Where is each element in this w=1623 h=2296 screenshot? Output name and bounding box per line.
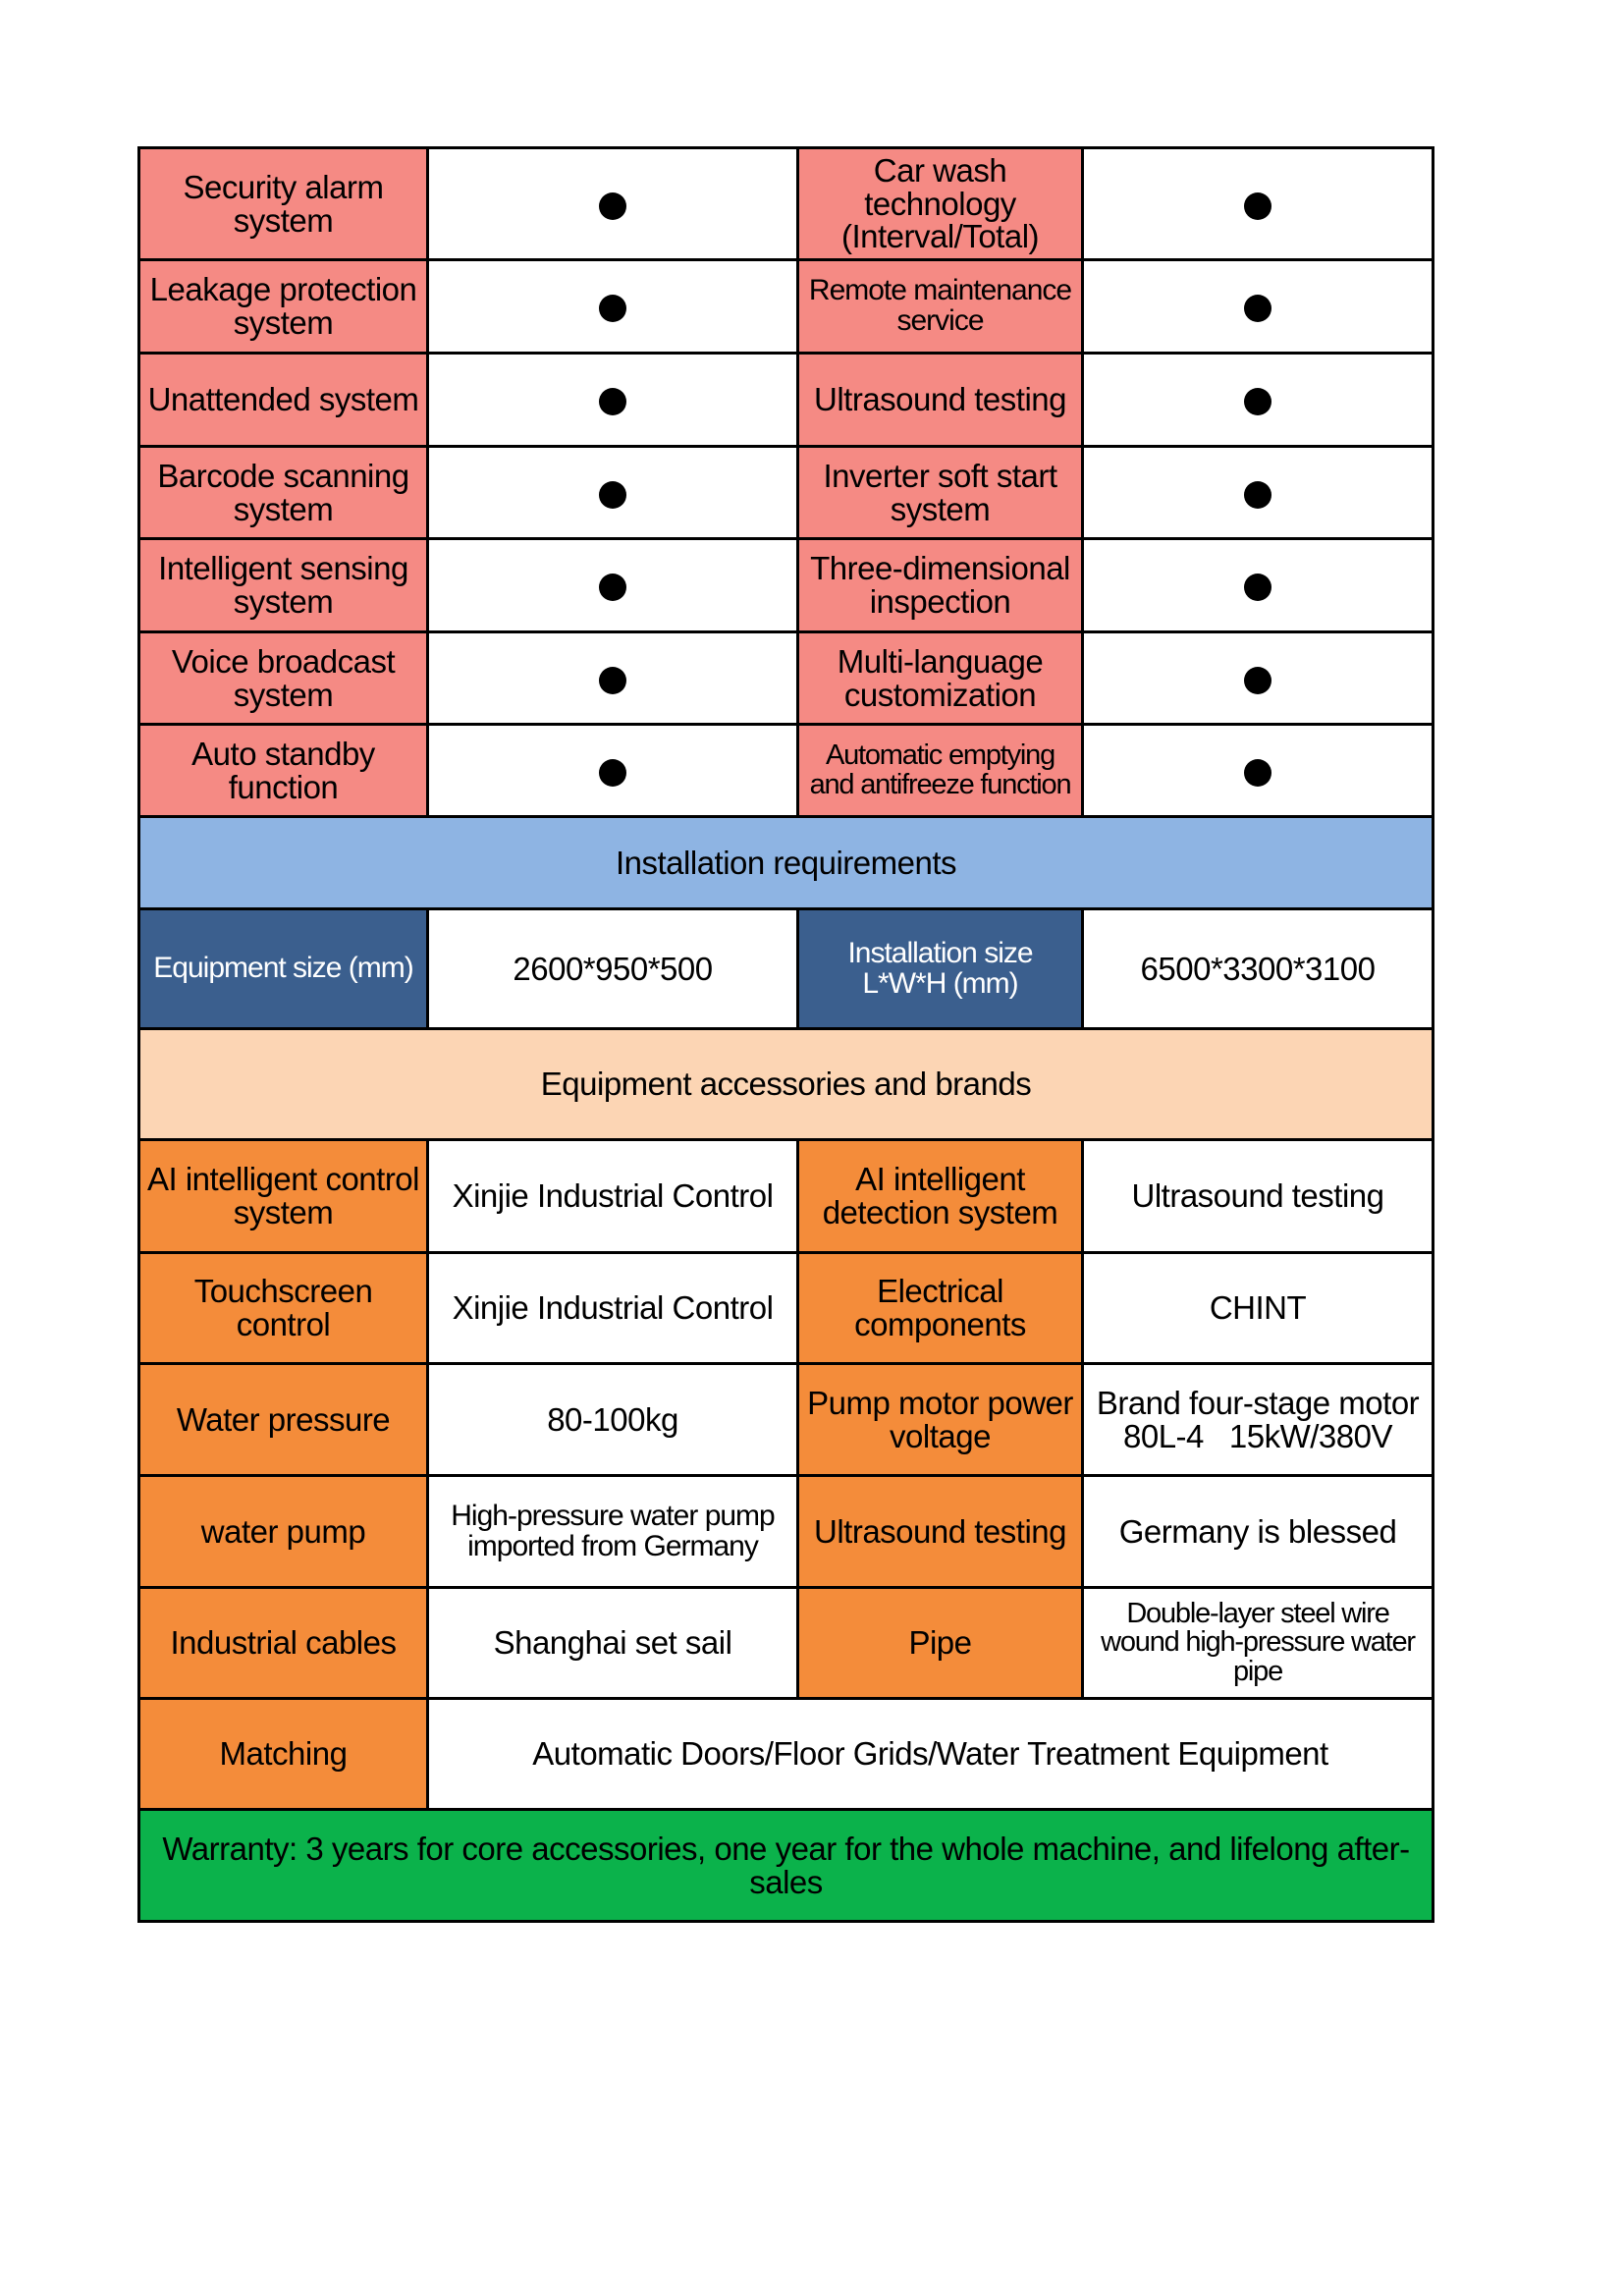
accessories-title: Equipment accessories and brands [139,1029,1434,1140]
feature-row [139,260,1434,354]
equipment-size-value: 2600*950*500 [428,909,798,1029]
feature-mark-cell [428,539,798,632]
feature-mark-cell [1083,632,1434,725]
accessory-label: AI intelligent detection system [798,1140,1083,1253]
feature-mark-cell [428,632,798,725]
accessory-value: Brand four-stage motor 80L-4 15kW/380V [1083,1364,1434,1476]
warranty-text: Warranty: 3 years for core accessories, one year for the whole machine, and lifelong after-sales [139,1810,1434,1922]
accessory-label: AI intelligent control system [139,1140,428,1253]
feature-mark-cell [428,725,798,817]
feature-mark-cell [1083,354,1434,447]
filled-dot-icon [1244,388,1271,415]
accessory-label: Pipe [798,1588,1083,1699]
feature-mark-cell [1083,539,1434,632]
feature-mark-cell [428,447,798,539]
accessory-value: Xinjie Industrial Control [428,1253,798,1364]
installation-size-label: Installation size L*W*H (mm) [798,909,1083,1029]
feature-label: Intelligent sensing system [139,539,428,632]
feature-mark-cell [428,354,798,447]
feature-row [139,447,1434,539]
accessory-label: Touchscreen control [139,1253,428,1364]
accessory-value: High-pressure water pump imported from Germany [428,1476,798,1588]
feature-mark-cell [1083,447,1434,539]
warranty-row [139,1810,1434,1922]
accessory-label: Industrial cables [139,1588,428,1699]
feature-row [139,354,1434,447]
accessory-label: Pump motor power voltage [798,1364,1083,1476]
feature-row [139,148,1434,260]
accessory-row [139,1364,1434,1476]
spec-table [137,146,1434,1923]
accessory-value: Xinjie Industrial Control [428,1140,798,1253]
accessory-row [139,1476,1434,1588]
filled-dot-icon [599,388,626,415]
feature-mark-cell [1083,148,1434,260]
feature-row [139,725,1434,817]
accessory-row [139,1588,1434,1699]
feature-label: Multi-language customization [798,632,1083,725]
feature-row [139,632,1434,725]
feature-label: Car wash technology (Interval/Total) [798,148,1083,260]
equipment-size-label: Equipment size (mm) [139,909,428,1029]
feature-mark-cell [1083,725,1434,817]
filled-dot-icon [1244,481,1271,509]
filled-dot-icon [1244,574,1271,601]
accessory-value: CHINT [1083,1253,1434,1364]
filled-dot-icon [599,481,626,509]
feature-mark-cell [428,260,798,354]
matching-label: Matching [139,1699,428,1810]
filled-dot-icon [1244,192,1271,220]
feature-label: Remote maintenance service [798,260,1083,354]
feature-label: Inverter soft start system [798,447,1083,539]
filled-dot-icon [599,574,626,601]
filled-dot-icon [1244,759,1271,787]
feature-label: Auto standby function [139,725,428,817]
accessory-label: Electrical components [798,1253,1083,1364]
feature-label: Voice broadcast system [139,632,428,725]
feature-label: Three-dimensional inspection [798,539,1083,632]
feature-mark-cell [1083,260,1434,354]
feature-label: Automatic emptying and antifreeze function [798,725,1083,817]
section-header-row [139,817,1434,909]
feature-label: Security alarm system [139,148,428,260]
accessory-value: Double-layer steel wire wound high-pressure water pipe [1083,1588,1434,1699]
installation-size-value: 6500*3300*3100 [1083,909,1434,1029]
feature-label: Barcode scanning system [139,447,428,539]
filled-dot-icon [1244,667,1271,694]
filled-dot-icon [599,295,626,322]
feature-label: Leakage protection system [139,260,428,354]
accessory-row [139,1140,1434,1253]
feature-label: Ultrasound testing [798,354,1083,447]
filled-dot-icon [599,667,626,694]
filled-dot-icon [1244,295,1271,322]
accessory-label: Ultrasound testing [798,1476,1083,1588]
accessory-value: Germany is blessed [1083,1476,1434,1588]
filled-dot-icon [599,192,626,220]
filled-dot-icon [599,759,626,787]
section-header-row [139,1029,1434,1140]
accessory-value: 80-100kg [428,1364,798,1476]
feature-mark-cell [428,148,798,260]
feature-label: Unattended system [139,354,428,447]
accessory-value: Ultrasound testing [1083,1140,1434,1253]
installation-row [139,909,1434,1029]
feature-row [139,539,1434,632]
matching-row [139,1699,1434,1810]
installation-title: Installation requirements [139,817,1434,909]
accessory-label: water pump [139,1476,428,1588]
accessory-row [139,1253,1434,1364]
accessory-value: Shanghai set sail [428,1588,798,1699]
accessory-label: Water pressure [139,1364,428,1476]
matching-value: Automatic Doors/Floor Grids/Water Treatment Equipment [428,1699,1434,1810]
